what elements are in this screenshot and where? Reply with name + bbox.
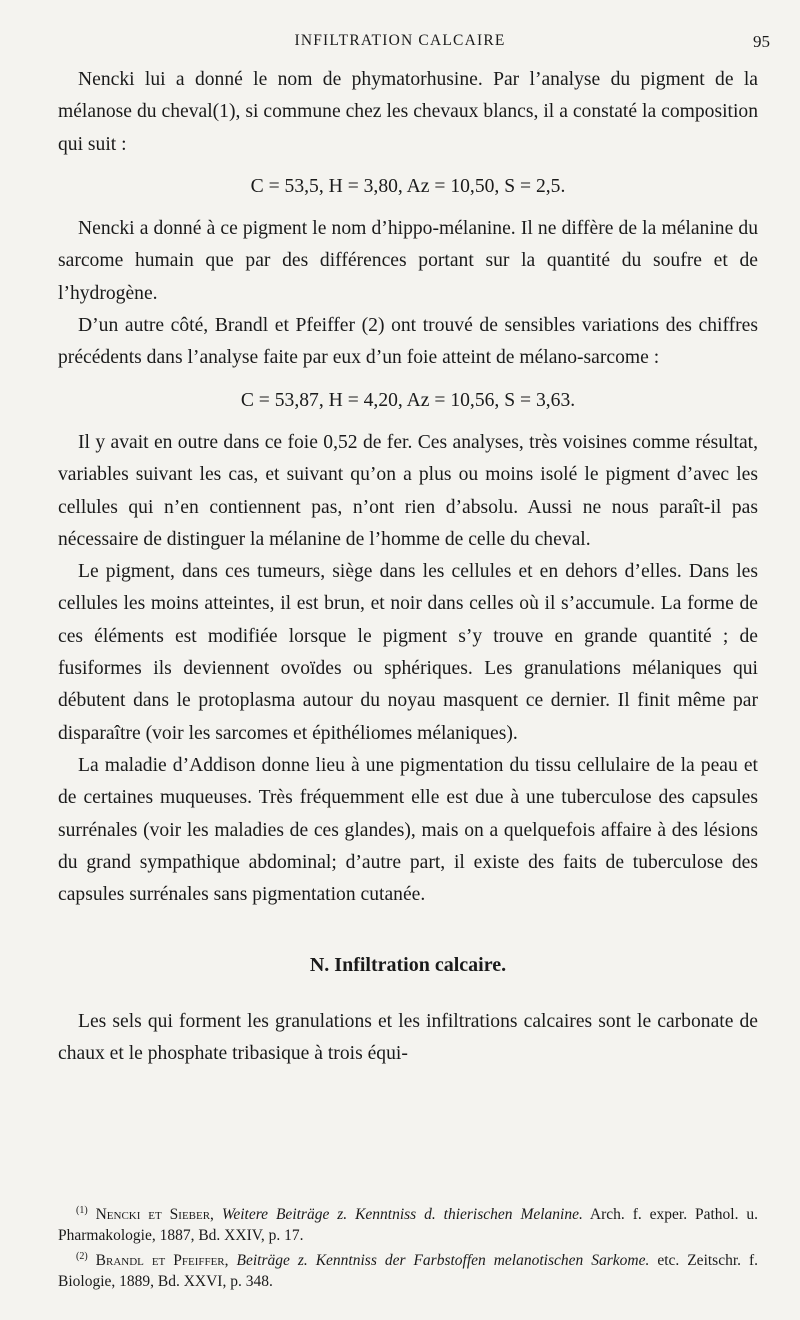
paragraph-hippo-melanine: Nencki a donné à ce pigment le nom d’hippo-mélanine. Il ne diffère de la mélanine du sarcome humain que par des différences portant sur la quantité du soufre et de l’hydrogène. <box>58 218 758 304</box>
footnote-title: Weitere Beiträge z. Kenntniss d. thierischen Melanine. <box>221 1206 583 1224</box>
footnote-reference: Arch. f. exper. Pathol. u. Pharmakologie, 1887, Bd. XXIV, p. 17. <box>58 1206 759 1245</box>
section-heading: N. Infiltration calcaire. <box>309 954 507 977</box>
footnote-marker: (1) <box>76 1205 88 1216</box>
paragraph-sels-calcaires: Les sels qui forment les granulations et les infiltrations calcaires sont le carbonate de chaux et le phosphate tribasique à trois équi- <box>58 1010 758 1065</box>
footnote-authors: Nencki et Sieber, <box>95 1206 214 1224</box>
footnotes <box>58 1200 758 1292</box>
paragraph-brandl-pfeiffer: D’un autre côté, Brandl et Pfeiffer (2) ont trouvé de sensibles variations des chiffres précédents dans l’analyse faite par eux d’un foie atteint de mélano-sarcome : <box>58 315 758 369</box>
page-number: 95 <box>753 32 770 51</box>
footnote-reference: etc. Zeitschr. f. Biologie, 1889, Bd. XXVI, p. 348. <box>58 1252 759 1291</box>
running-title: INFILTRATION CALCAIRE <box>294 32 506 49</box>
footnote-marker: (2) <box>76 1251 88 1263</box>
paragraph-pigment-tumeurs: Le pigment, dans ces tumeurs, siège dans les cellules et en dehors d’elles. Dans les cellules les moins atteintes, il est brun, et noir dans celles où il s’accumule. La forme de ces éléments est modifiée lorsque le pigment s’y trouve en grande quantité ; de fusiformes ils deviennent ovoïdes ou sphériques. Les granulations mélaniques qui débutent dans le protoplasma autour du noyau masquent ce dernier. Il finit même par disparaître (voir les sarcomes et épithéliomes mélaniques). <box>58 561 758 744</box>
footnote-2 <box>58 1246 758 1292</box>
paragraph-addison: La maladie d’Addison donne lieu à une pigmentation du tissu cellulaire de la peau et de certaines muqueuses. Très fréquemment elle est due à une tuberculose des capsules surrénales (voir les maladies de ces glandes), mais on a quelquefois affaire à des lésions du grand sympathique abdominal; d’autre part, il existe des faits de tuberculose des capsules surrénales sans pigmentation cutanée. <box>58 754 758 906</box>
footnote-title: Beiträge z. Kenntniss der Farbstoffen melanotischen Sarkome. <box>236 1252 650 1270</box>
formula-melano-sarcome: C = 53,87, H = 4,20, Az = 10,56, S = 3,63. <box>240 389 576 411</box>
paragraph-phymatorhusine: Nencki lui a donné le nom de phymatorhusine. Par l’analyse du pigment de la mélanose du cheval(1), si commune chez les chevaux blancs, il a constaté la composition qui suit : <box>58 69 758 155</box>
formula-hippo-melanine: C = 53,5, H = 3,80, Az = 10,50, S = 2,5. <box>250 175 566 197</box>
footnote-authors: Brandl et Pfeiffer, <box>95 1252 229 1270</box>
footnote-1 <box>58 1200 758 1246</box>
running-head <box>0 30 800 54</box>
paragraph-analyses: Il y avait en outre dans ce foie 0,52 de fer. Ces analyses, très voisines comme résultat, variables suivant les cas, et suivant qu’on a plus ou moins isolé le pigment d’avec les cellules qui n’en contiennent pas, n’ont rien d’absolu. Aussi ne nous paraît-il pas nécessaire de distinguer la mélanine de l’homme de celle du cheval. <box>58 431 758 550</box>
body-text <box>58 64 758 1070</box>
